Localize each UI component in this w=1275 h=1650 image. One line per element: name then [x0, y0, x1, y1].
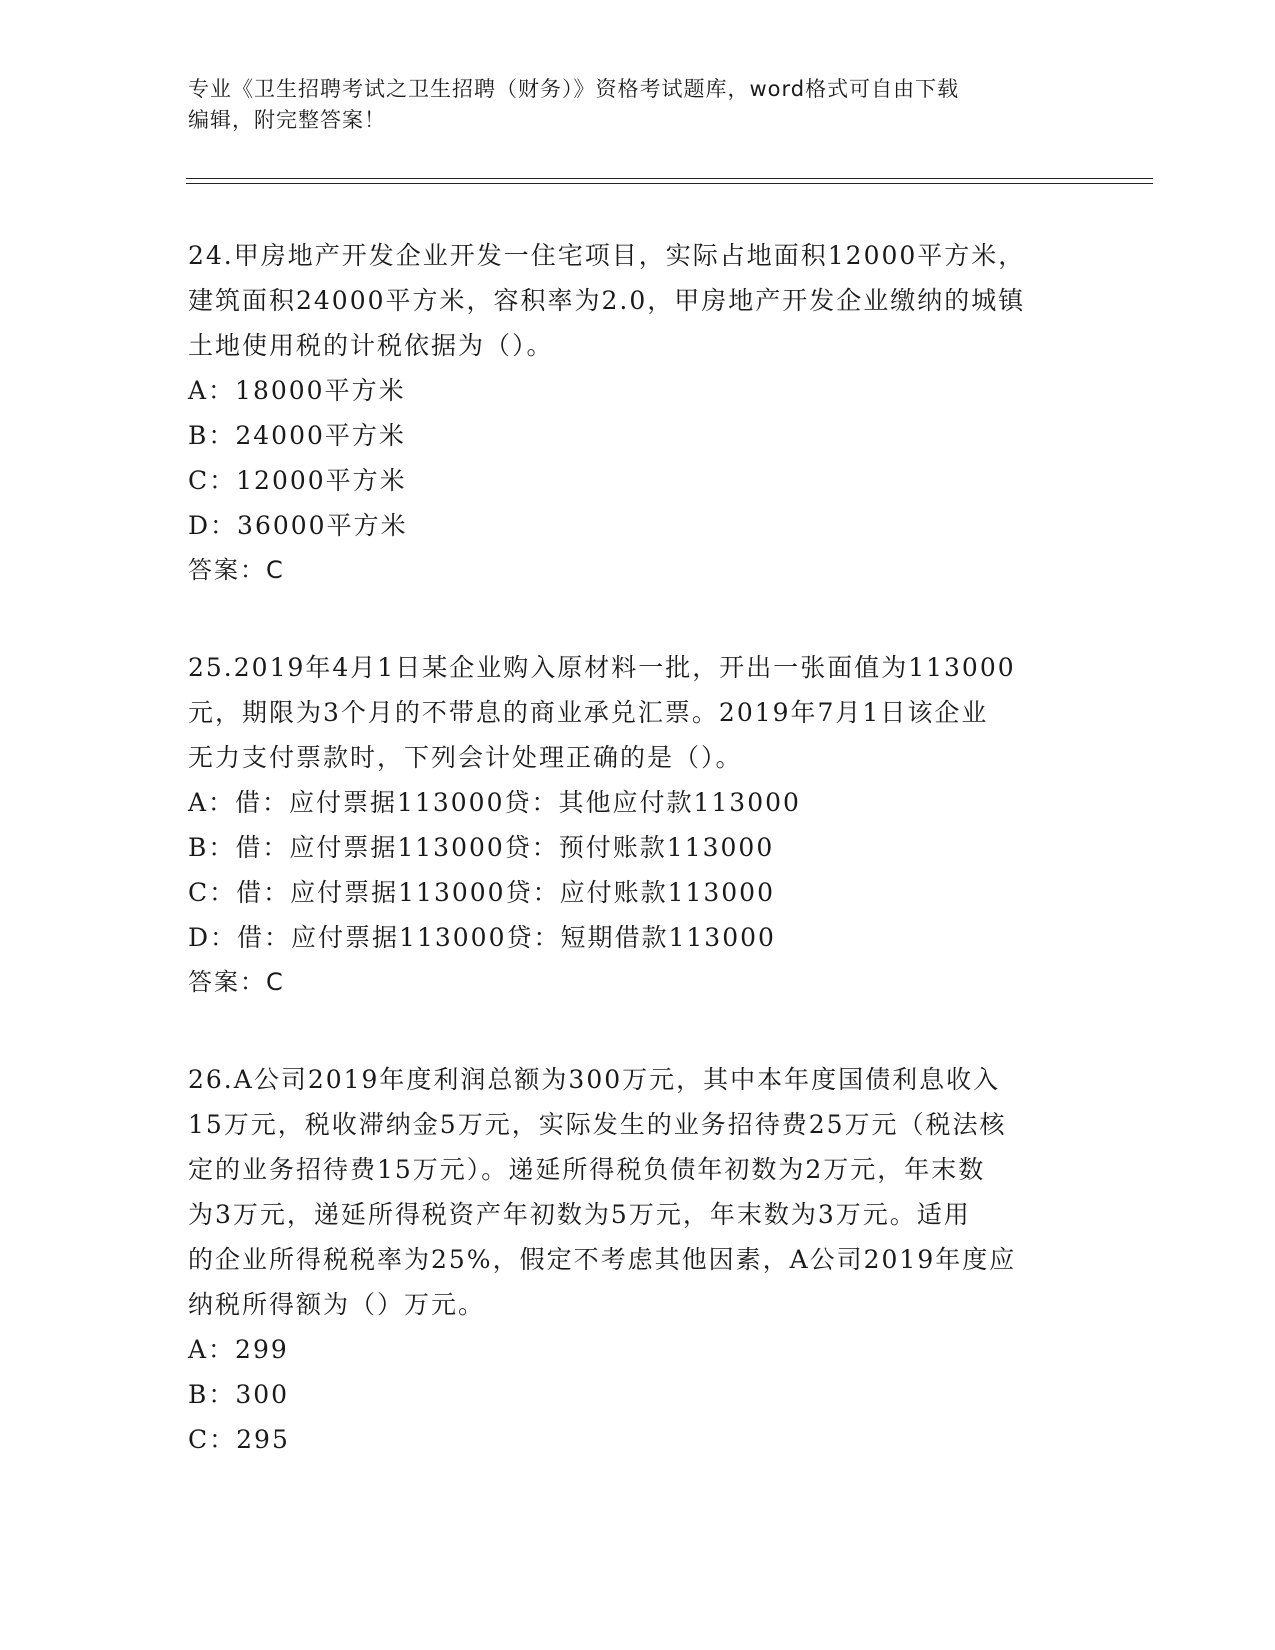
question-stem-line: 24.甲房地产开发企业开发一住宅项目，实际占地面积12000平方米，: [188, 241, 1026, 270]
option-b: B：300: [188, 1380, 290, 1409]
question-stem-line: 纳税所得额为（）万元。: [188, 1290, 486, 1319]
question-stem-line: 建筑面积24000平方米，容积率为2.0，甲房地产开发企业缴纳的城镇: [188, 286, 1026, 315]
option-d: D：借：应付票据113000贷：短期借款113000: [188, 923, 776, 952]
question-26: [188, 1057, 1088, 1462]
document-header: [188, 74, 1088, 136]
option-c: C：295: [188, 1425, 290, 1454]
question-stem-line: 26.A公司2019年度利润总额为300万元，其中本年度国债利息收入: [188, 1065, 1001, 1094]
answer-line: 答案：C: [188, 968, 285, 996]
question-stem-line: 25.2019年4月1日某企业购入原材料一批，开出一张面值为113000: [188, 653, 1016, 682]
question-stem-line: 元，期限为3个月的不带息的商业承兑汇票。2019年7月1日该企业: [188, 698, 989, 727]
option-c: C：12000平方米: [188, 466, 407, 495]
question-stem-line: 的企业所得税税率为25%，假定不考虑其他因素，A公司2019年度应: [188, 1245, 1017, 1274]
header-line-1: 专业《卫生招聘考试之卫生招聘（财务）》资格考试题库，word格式可自由下载: [188, 77, 960, 101]
answer-line: 答案：C: [188, 556, 285, 584]
option-d: D：36000平方米: [188, 511, 408, 540]
question-stem-line: 无力支付票款时，下列会计处理正确的是（）。: [188, 743, 743, 772]
question-stem-line: 定的业务招待费15万元）。递延所得税负债年初数为2万元，年末数: [188, 1155, 986, 1184]
header-line-2: 编辑，附完整答案！: [188, 108, 386, 132]
option-c: C：借：应付票据113000贷：应付账款113000: [188, 878, 775, 907]
question-stem-line: 土地使用税的计税依据为（）。: [188, 331, 554, 360]
question-stem-line: 为3万元，递延所得税资产年初数为5万元，年末数为3万元。适用: [188, 1200, 971, 1229]
question-24: [188, 233, 1088, 593]
option-a: A：18000平方米: [188, 376, 406, 405]
header-divider-bottom: [186, 183, 1153, 184]
header-divider-top: [186, 178, 1153, 179]
option-b: B：借：应付票据113000贷：预付账款113000: [188, 833, 775, 862]
option-a: A：借：应付票据113000贷：其他应付款113000: [188, 788, 801, 817]
question-25: [188, 645, 1088, 1005]
option-b: B：24000平方米: [188, 421, 406, 450]
question-stem-line: 15万元，税收滞纳金5万元，实际发生的业务招待费25万元（税法核: [188, 1110, 1007, 1139]
option-a: A：299: [188, 1335, 289, 1364]
